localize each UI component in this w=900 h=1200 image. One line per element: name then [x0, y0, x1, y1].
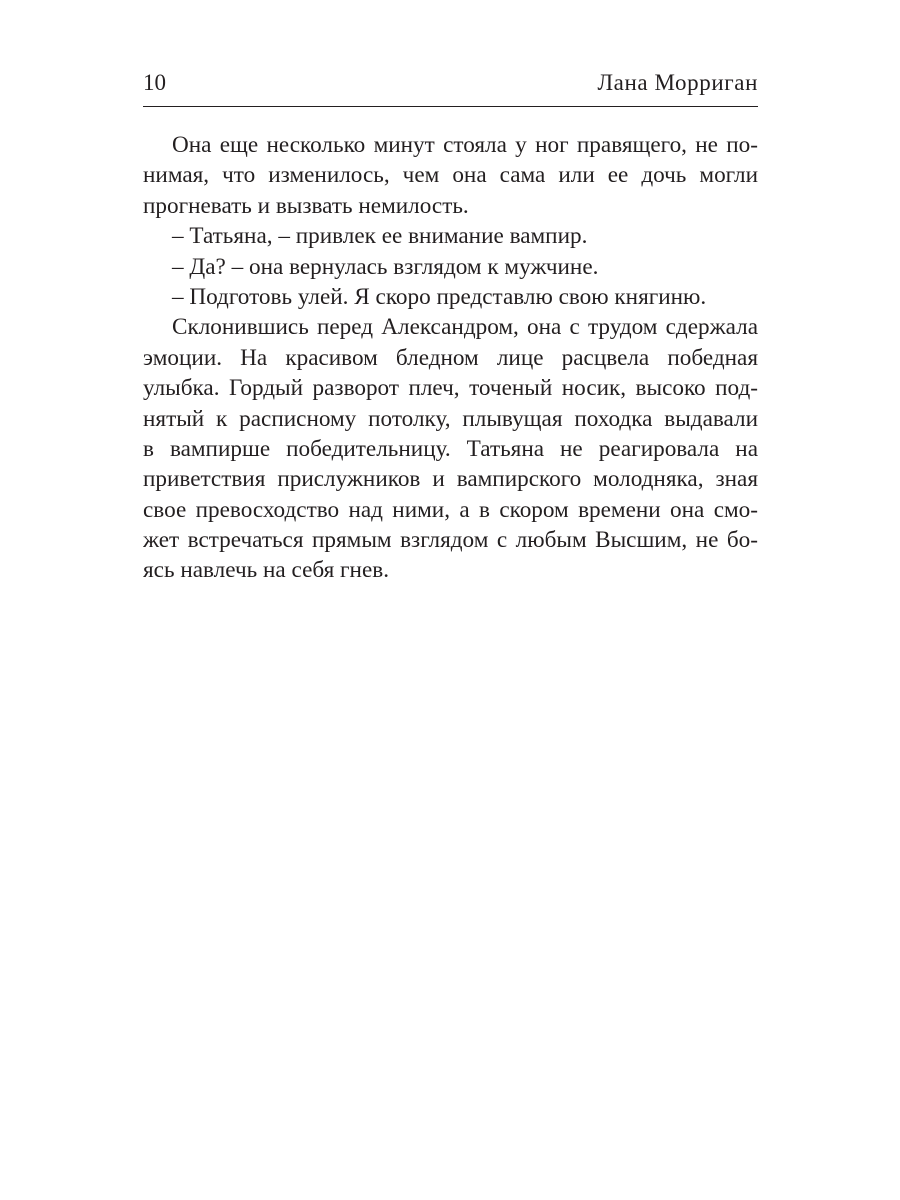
text-line: – Татьяна, – привлек ее внимание вампир.: [172, 223, 588, 250]
running-head: [143, 66, 758, 100]
text-line: Она еще несколько минут стояла у ног правящего, не по-: [172, 132, 758, 158]
text-line: приветствия прислужников и вампирского молодняка, зная: [143, 466, 758, 493]
text-line: в вампирше победительницу. Татьяна не реагировала на: [143, 435, 758, 462]
text-line: нятый к расписному потолку, плывущая походка выдавали: [143, 405, 758, 432]
page-number: 10: [143, 70, 166, 95]
text-line: прогневать и вызвать немилость.: [143, 192, 469, 219]
text-line: – Подготовь улей. Я скоро представлю свою княгиню.: [172, 283, 707, 310]
text-line: жет встречаться прямым взглядом с любым Высшим, не бо-: [143, 527, 758, 554]
body-text: [143, 130, 758, 586]
text-line: улыбка. Гордый разворот плеч, точеный носик, высоко под-: [143, 375, 758, 402]
text-line: – Да? – она вернулась взглядом к мужчине.: [172, 253, 599, 280]
running-head-author: Лана Морриган: [597, 70, 758, 95]
text-line: нимая, что изменилось, чем она сама или ее дочь могли: [143, 162, 758, 189]
header-rule: [143, 106, 758, 107]
text-line: ясь навлечь на себя гнев.: [143, 557, 389, 584]
text-line: эмоции. На красивом бледном лице расцвела победная: [143, 344, 758, 371]
book-page: [143, 0, 758, 1200]
text-line: Склонившись перед Александром, она с трудом сдержала: [172, 314, 758, 341]
text-line: свое превосходство над ними, а в скором времени она смо-: [143, 496, 758, 523]
